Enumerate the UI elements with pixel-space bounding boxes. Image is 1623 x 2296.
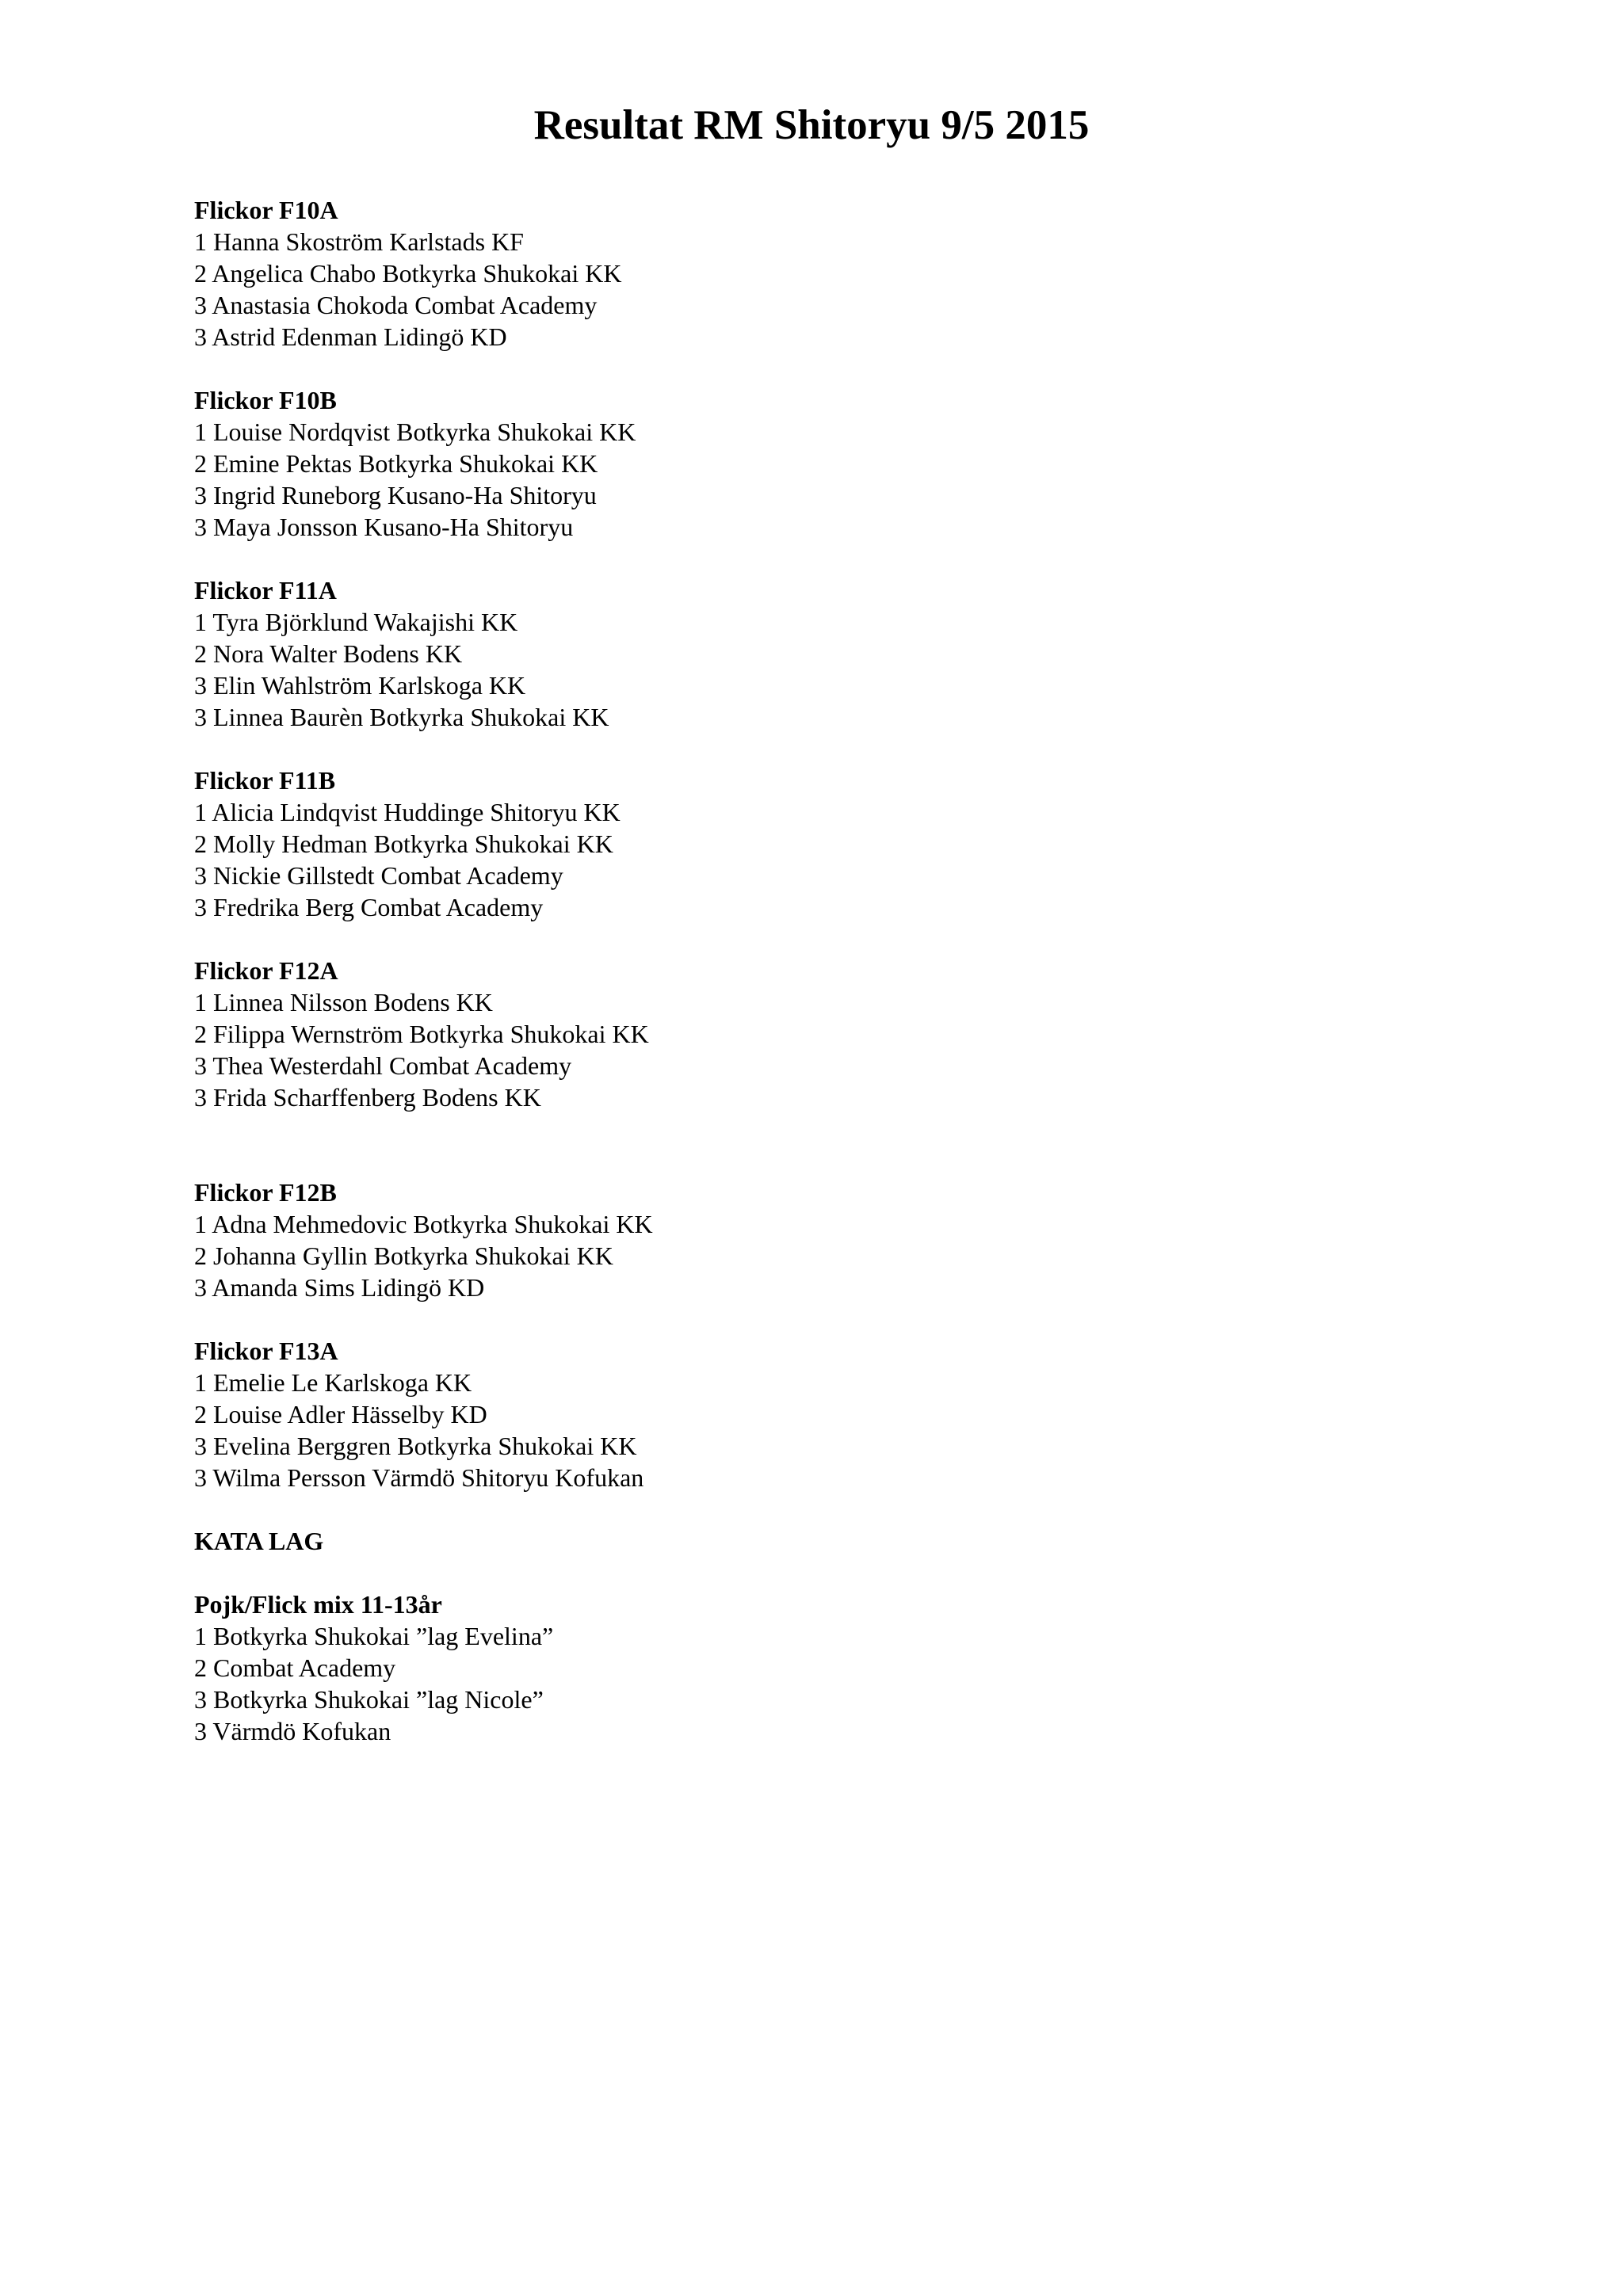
section-spacer [194, 1557, 1462, 1589]
section-heading: Pojk/Flick mix 11-13år [194, 1590, 442, 1619]
section-heading: Flickor F12B [194, 1178, 337, 1207]
result-entry: 1 Linnea Nilsson Bodens KK [194, 988, 493, 1016]
result-entry: 2 Molly Hedman Botkyrka Shukokai KK [194, 830, 613, 858]
result-entry: 3 Frida Scharffenberg Bodens KK [194, 1083, 541, 1112]
result-entry: 3 Botkyrka Shukokai ”lag Nicole” [194, 1685, 544, 1714]
result-entry: 3 Värmdö Kofukan [194, 1717, 391, 1745]
section-f10a [194, 194, 1462, 353]
result-entry: 2 Emine Pektas Botkyrka Shukokai KK [194, 449, 598, 478]
section-heading: Flickor F10A [194, 196, 338, 224]
result-entry: 2 Johanna Gyllin Botkyrka Shukokai KK [194, 1241, 613, 1270]
result-entry: 3 Astrid Edenman Lidingö KD [194, 322, 507, 351]
section-f13a [194, 1335, 1462, 1493]
section-heading: Flickor F11A [194, 576, 337, 605]
section-spacer [194, 1493, 1462, 1525]
result-entry: 1 Hanna Skoström Karlstads KF [194, 227, 524, 256]
result-entry: 3 Ingrid Runeborg Kusano-Ha Shitoryu [194, 481, 597, 509]
section-f12b [194, 1177, 1462, 1303]
section-spacer [194, 543, 1462, 574]
section-heading: Flickor F13A [194, 1337, 338, 1365]
result-entry: 2 Combat Academy [194, 1653, 396, 1682]
section-f11a [194, 574, 1462, 733]
section-spacer [194, 923, 1462, 955]
result-entry: 3 Amanda Sims Lidingö KD [194, 1273, 485, 1302]
section-spacer [194, 1113, 1462, 1177]
section-spacer [194, 733, 1462, 765]
section-f12a [194, 955, 1462, 1113]
result-entry: 3 Maya Jonsson Kusano-Ha Shitoryu [194, 513, 574, 541]
result-entry: 3 Fredrika Berg Combat Academy [194, 893, 544, 921]
result-entry: 2 Angelica Chabo Botkyrka Shukokai KK [194, 259, 622, 288]
result-entry: 2 Filippa Wernström Botkyrka Shukokai KK [194, 1020, 649, 1048]
result-entry: 3 Nickie Gillstedt Combat Academy [194, 861, 563, 890]
result-entry: 2 Louise Adler Hässelby KD [194, 1400, 487, 1428]
result-entry: 3 Thea Westerdahl Combat Academy [194, 1051, 572, 1080]
section-spacer [194, 353, 1462, 384]
result-entry: 1 Alicia Lindqvist Huddinge Shitoryu KK [194, 798, 621, 826]
section-heading: Flickor F10B [194, 386, 337, 414]
result-entry: 2 Nora Walter Bodens KK [194, 639, 463, 668]
section-kata-mix [194, 1589, 1462, 1747]
section-heading: Flickor F11B [194, 766, 336, 795]
result-entry: 3 Linnea Baurèn Botkyrka Shukokai KK [194, 703, 609, 731]
result-entry: 1 Emelie Le Karlskoga KK [194, 1368, 472, 1397]
results-content [194, 194, 1462, 1747]
kata-heading: KATA LAG [194, 1527, 324, 1555]
result-entry: 1 Louise Nordqvist Botkyrka Shukokai KK [194, 418, 636, 446]
section-kata-lag [194, 1525, 1462, 1557]
section-f10b [194, 384, 1462, 543]
result-entry: 3 Elin Wahlström Karlskoga KK [194, 671, 526, 700]
page-title: Resultat RM Shitoryu 9/5 2015 [533, 102, 1090, 148]
section-f11b [194, 765, 1462, 923]
result-entry: 1 Tyra Björklund Wakajishi KK [194, 608, 518, 636]
result-entry: 1 Adna Mehmedovic Botkyrka Shukokai KK [194, 1210, 653, 1238]
section-spacer [194, 1303, 1462, 1335]
result-entry: 3 Anastasia Chokoda Combat Academy [194, 291, 598, 319]
result-entry: 1 Botkyrka Shukokai ”lag Evelina” [194, 1622, 554, 1650]
section-heading: Flickor F12A [194, 956, 338, 985]
result-entry: 3 Evelina Berggren Botkyrka Shukokai KK [194, 1432, 637, 1460]
result-entry: 3 Wilma Persson Värmdö Shitoryu Kofukan [194, 1463, 644, 1492]
